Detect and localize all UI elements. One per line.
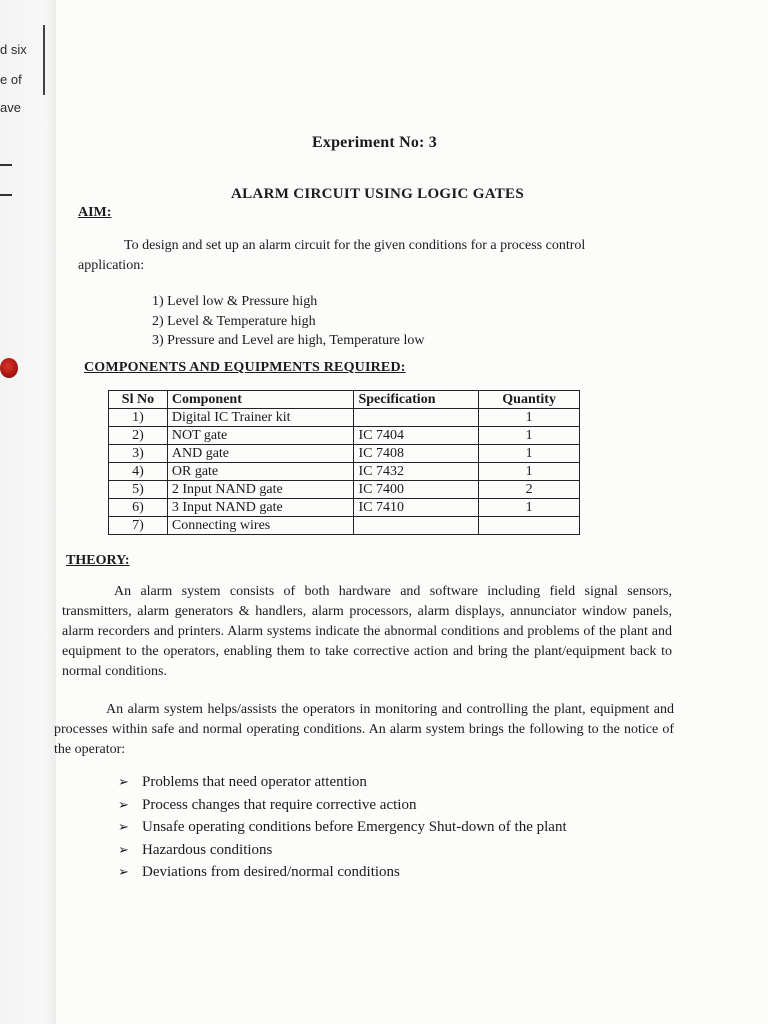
arrow-bullet-icon: ➢ bbox=[118, 842, 129, 858]
table-row bbox=[109, 463, 580, 481]
cell-specification: IC 7404 bbox=[354, 427, 479, 445]
bullet-text: Hazardous conditions bbox=[142, 841, 273, 858]
cell-quantity: 1 bbox=[479, 499, 580, 517]
table-header-row bbox=[109, 391, 580, 409]
table-row bbox=[109, 517, 580, 535]
bullet-text: Process changes that require corrective action bbox=[142, 796, 417, 813]
cell-component: Connecting wires bbox=[167, 517, 354, 535]
arrow-bullet-icon: ➢ bbox=[118, 865, 129, 880]
components-table bbox=[108, 390, 580, 535]
previous-page-edge bbox=[0, 0, 56, 1024]
condition-item: 3) Pressure and Level are high, Temperature low bbox=[152, 333, 425, 348]
table-row bbox=[109, 427, 580, 445]
list-item bbox=[118, 864, 567, 887]
aim-text-line-1: To design and set up an alarm circuit for the given conditions for a process control bbox=[124, 238, 586, 253]
list-item bbox=[118, 842, 567, 865]
cell-quantity: 2 bbox=[479, 481, 580, 499]
cell-quantity: 1 bbox=[479, 409, 580, 427]
arrow-bullet-icon: ➢ bbox=[118, 775, 129, 790]
cell-specification: IC 7432 bbox=[354, 463, 479, 481]
column-header-component: Component bbox=[167, 391, 354, 409]
cell-specification: IC 7410 bbox=[354, 499, 479, 517]
margin-dash bbox=[0, 194, 12, 196]
aim-text-line-2: application: bbox=[78, 258, 145, 273]
cell-quantity: 1 bbox=[479, 445, 580, 463]
bullet-text: Deviations from desired/normal conditions bbox=[142, 864, 400, 880]
cell-sl-no: 2) bbox=[109, 427, 168, 445]
cell-sl-no: 7) bbox=[109, 517, 168, 535]
condition-list bbox=[152, 294, 424, 353]
theory-paragraph-1: An alarm system consists of both hardware and software including field signal sensors, transmitters, alarm generators & handlers, alarm processors, alarm displays, annunciator window panels, alarm recorders and printers. Alarm systems indicate the abnormal conditions and problems of the plant and equipment to the operators, enabling them to take corrective action and bring the plant/equipment back to normal conditions. bbox=[62, 584, 672, 679]
margin-dash bbox=[0, 164, 12, 166]
table-row bbox=[109, 499, 580, 517]
experiment-title: Experiment No: 3 bbox=[312, 134, 437, 151]
cell-specification: IC 7400 bbox=[354, 481, 479, 499]
cell-quantity bbox=[479, 517, 580, 535]
notice-bullet-list bbox=[118, 774, 567, 887]
column-header-sl-no: Sl No bbox=[109, 391, 168, 409]
cell-sl-no: 1) bbox=[109, 409, 168, 427]
bullet-text: Problems that need operator attention bbox=[142, 774, 367, 790]
binding-line bbox=[43, 25, 45, 95]
cell-specification bbox=[354, 517, 479, 535]
column-header-specification: Specification bbox=[354, 391, 479, 409]
list-item bbox=[118, 774, 567, 797]
list-item bbox=[118, 819, 567, 842]
table-row bbox=[109, 445, 580, 463]
margin-fragment: ave bbox=[0, 100, 21, 115]
cell-component: 2 Input NAND gate bbox=[167, 481, 354, 499]
cell-specification bbox=[354, 409, 479, 427]
cell-quantity: 1 bbox=[479, 427, 580, 445]
arrow-bullet-icon: ➢ bbox=[118, 820, 129, 835]
condition-item: 2) Level & Temperature high bbox=[152, 313, 316, 329]
column-header-quantity: Quantity bbox=[479, 391, 580, 409]
cell-sl-no: 6) bbox=[109, 499, 168, 517]
list-item bbox=[118, 797, 567, 820]
cell-component: Digital IC Trainer kit bbox=[167, 409, 354, 427]
cell-sl-no: 4) bbox=[109, 463, 168, 481]
theory-paragraph-2: An alarm system helps/assists the operators in monitoring and controlling the plant, equipment and processes within safe and normal operating conditions. An alarm system brings the following to the notice of the operator: bbox=[54, 702, 674, 757]
table-row bbox=[109, 481, 580, 499]
page-title: ALARM CIRCUIT USING LOGIC GATES bbox=[231, 186, 524, 202]
cell-component: OR gate bbox=[167, 463, 354, 481]
cell-specification: IC 7408 bbox=[354, 445, 479, 463]
cell-component: 3 Input NAND gate bbox=[167, 499, 354, 517]
bullet-text: Unsafe operating conditions before Emergency Shut-down of the plant bbox=[142, 819, 567, 835]
condition-item: 1) Level low & Pressure high bbox=[152, 294, 318, 309]
cell-component: NOT gate bbox=[167, 427, 354, 445]
cell-sl-no: 5) bbox=[109, 481, 168, 499]
cell-component: AND gate bbox=[167, 445, 354, 463]
components-heading: COMPONENTS AND EQUIPMENTS REQUIRED: bbox=[84, 360, 406, 375]
cell-sl-no: 3) bbox=[109, 445, 168, 463]
cell-quantity: 1 bbox=[479, 463, 580, 481]
table-row bbox=[109, 409, 580, 427]
theory-heading: THEORY: bbox=[66, 553, 130, 568]
margin-fragment: d six bbox=[0, 42, 27, 57]
arrow-bullet-icon: ➢ bbox=[118, 797, 129, 813]
aim-heading: AIM: bbox=[78, 205, 112, 220]
red-pin-mark bbox=[0, 358, 18, 378]
margin-fragment: e of bbox=[0, 72, 22, 87]
